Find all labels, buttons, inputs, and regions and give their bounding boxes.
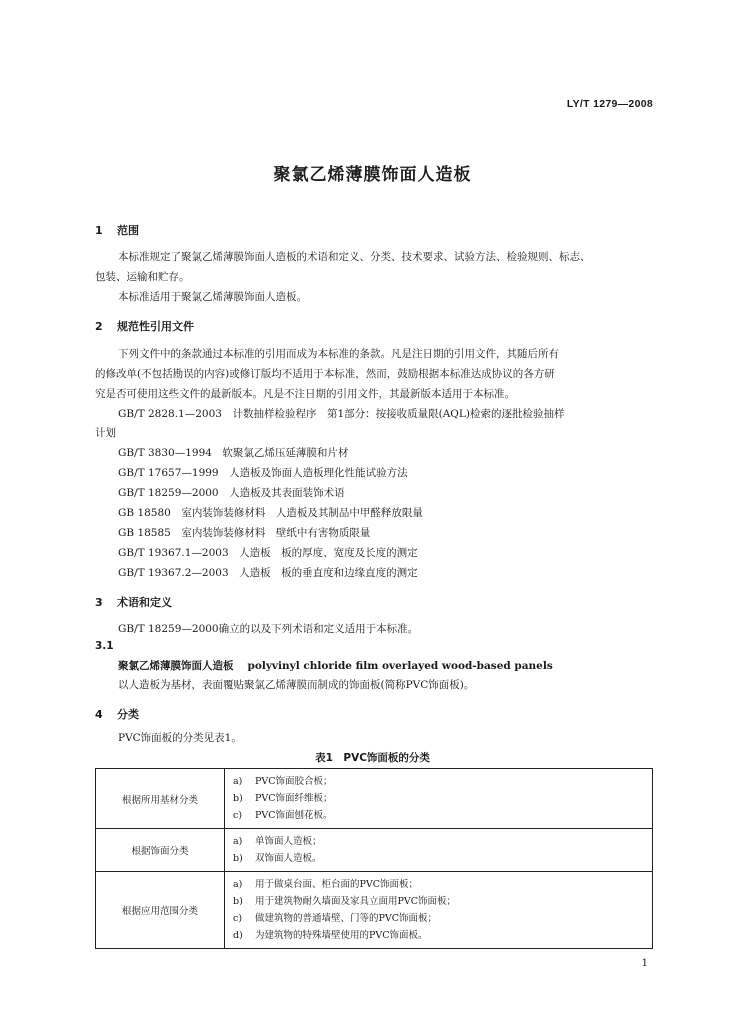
table-row bbox=[96, 769, 653, 829]
item-label: d) bbox=[233, 930, 243, 941]
references-intro-line: 下列文件中的条款通过本标准的引用而成为本标准的条款。凡是注日期的引用文件，其随后所有 bbox=[118, 348, 559, 360]
reference-item: GB 18585 室内装饰装修材料 壁纸中有害物质限量 bbox=[118, 527, 371, 539]
item-text: 为建筑物的特殊墙壁使用的PVC饰面板。 bbox=[255, 930, 428, 941]
term-entry bbox=[118, 658, 553, 673]
term-number: 3.1 bbox=[95, 640, 114, 652]
page-number: 1 bbox=[641, 958, 648, 969]
item-label: b) bbox=[233, 896, 243, 907]
reference-item: GB 18580 室内装饰装修材料 人造板及其制品中甲醛释放限量 bbox=[118, 507, 423, 519]
table-row bbox=[96, 829, 653, 872]
reference-item: GB/T 17657—1999 人造板及饰面人造板理化性能试验方法 bbox=[118, 467, 408, 479]
item-text: 双饰面人造板。 bbox=[255, 853, 322, 864]
references-intro-line: 究是否可使用这些文件的最新版本。凡是不注日期的引用文件，其最新版本适用于本标准。 bbox=[95, 388, 515, 400]
item-text: 用于建筑物耐久墙面及家具立面用PVC饰面板； bbox=[255, 896, 457, 907]
list-item bbox=[233, 773, 644, 790]
section-3-heading bbox=[95, 594, 172, 610]
list-item bbox=[233, 876, 644, 893]
reference-item: GB/T 19367.2—2003 人造板 板的垂直度和边缘直度的测定 bbox=[118, 567, 418, 579]
classification-intro: PVC饰面板的分类见表1。 bbox=[118, 732, 242, 744]
section-4-heading bbox=[95, 706, 139, 722]
section-number: 4 bbox=[95, 708, 103, 721]
section-1-heading bbox=[95, 222, 139, 238]
item-label: a) bbox=[233, 879, 243, 890]
section-number: 1 bbox=[95, 224, 103, 237]
item-label: c) bbox=[233, 810, 243, 821]
list-item bbox=[233, 850, 644, 867]
section-title: 规范性引用文件 bbox=[117, 320, 194, 333]
references-intro-line: 的修改单(不包括勘误的内容)或修订版均不适用于本标准，然而，鼓励根据本标准达成协议的各方研 bbox=[95, 368, 555, 380]
reference-item-continuation: 计划 bbox=[95, 427, 116, 439]
table-row bbox=[96, 872, 653, 949]
classification-table bbox=[95, 768, 653, 949]
item-label: c) bbox=[233, 913, 243, 924]
scope-applicability: 本标准适用于聚氯乙烯薄膜饰面人造板。 bbox=[118, 291, 307, 303]
item-text: 用于做桌台面、柜台面的PVC饰面板； bbox=[255, 879, 419, 890]
table-caption: 表1 PVC饰面板的分类 bbox=[315, 752, 430, 764]
table-items-cell bbox=[225, 769, 653, 829]
scope-paragraph-line: 本标准规定了聚氯乙烯薄膜饰面人造板的术语和定义、分类、技术要求、试验方法、检验规则、标志、 bbox=[118, 251, 591, 263]
list-item bbox=[233, 807, 644, 824]
table-items-cell bbox=[225, 829, 653, 872]
terms-intro: GB/T 18259—2000确立的以及下列术语和定义适用于本标准。 bbox=[118, 623, 419, 635]
list-item bbox=[233, 927, 644, 944]
item-text: 单饰面人造板； bbox=[255, 836, 322, 847]
list-item bbox=[233, 910, 644, 927]
section-number: 3 bbox=[95, 596, 103, 609]
section-number: 2 bbox=[95, 320, 103, 333]
term-definition: 以人造板为基材，表面覆贴聚氯乙烯薄膜而制成的饰面板(简称PVC饰面板)。 bbox=[118, 679, 475, 691]
table-category-cell: 根据所用基材分类 bbox=[96, 769, 225, 829]
table-items-cell bbox=[225, 872, 653, 949]
section-title: 分类 bbox=[117, 708, 139, 721]
reference-item: GB/T 19367.1—2003 人造板 板的厚度、宽度及长度的测定 bbox=[118, 547, 418, 559]
item-label: b) bbox=[233, 853, 243, 864]
item-text: 做建筑物的普通墙壁、门等的PVC饰面板； bbox=[255, 913, 438, 924]
term-chinese: 聚氯乙烯薄膜饰面人造板 bbox=[118, 660, 234, 672]
section-title: 术语和定义 bbox=[117, 596, 172, 609]
list-item bbox=[233, 893, 644, 910]
item-label: a) bbox=[233, 836, 243, 847]
item-text: PVC饰面刨花板。 bbox=[255, 810, 333, 821]
list-item bbox=[233, 833, 644, 850]
table-category-cell: 根据应用范围分类 bbox=[96, 872, 225, 949]
term-english: polyvinyl chloride film overlayed wood-based panels bbox=[247, 660, 553, 672]
item-label: b) bbox=[233, 793, 243, 804]
item-text: PVC饰面纤维板； bbox=[255, 793, 333, 804]
reference-item: GB/T 3830—1994 软聚氯乙烯压延薄膜和片材 bbox=[118, 447, 349, 459]
document-title: 聚氯乙烯薄膜饰面人造板 bbox=[273, 165, 472, 185]
standard-code: LY/T 1279—2008 bbox=[566, 98, 653, 110]
reference-item: GB/T 18259—2000 人造板及其表面装饰术语 bbox=[118, 487, 345, 499]
list-item bbox=[233, 790, 644, 807]
section-title: 范围 bbox=[117, 224, 139, 237]
section-2-heading bbox=[95, 318, 194, 334]
item-label: a) bbox=[233, 776, 243, 787]
reference-item: GB/T 2828.1—2003 计数抽样检验程序 第1部分：按接收质量限(AQL)检索的逐批检验抽样 bbox=[118, 408, 565, 420]
scope-paragraph-line: 包装、运输和贮存。 bbox=[95, 271, 190, 283]
table-category-cell: 根据饰面分类 bbox=[96, 829, 225, 872]
item-text: PVC饰面胶合板； bbox=[255, 776, 333, 787]
